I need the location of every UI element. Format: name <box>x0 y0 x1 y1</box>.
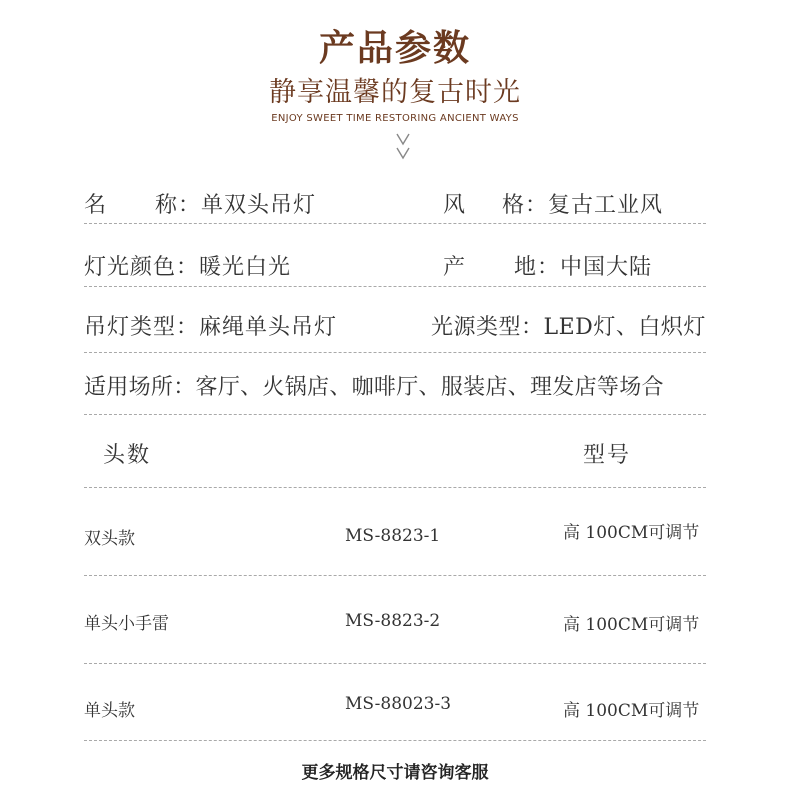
spec-name-value: 单双头吊灯 <box>201 193 317 218</box>
spec-origin <box>443 250 652 281</box>
spec-name-label-b: 称： <box>155 193 202 218</box>
page-subtitle-en: ENJOY SWEET TIME RESTORING ANCIENT WAYS <box>271 113 519 124</box>
table-cell-model: MS-8823-1 <box>345 526 441 546</box>
spec-light-color <box>84 250 291 281</box>
spec-origin-value: 中国大陆 <box>560 255 653 280</box>
spec-name-label-a: 名 <box>84 193 108 218</box>
divider <box>84 223 706 224</box>
spec-light-color-value: 暖光白光 <box>199 255 292 280</box>
spec-source-type <box>431 310 706 341</box>
spec-origin-label-a: 产 <box>443 255 467 280</box>
table-cell-heads: 单头小手雷 <box>84 614 169 634</box>
divider <box>84 414 706 415</box>
page-subtitle: 静享温馨的复古时光 <box>269 77 521 108</box>
spec-origin-label-b: 地： <box>514 255 561 280</box>
spec-style <box>443 188 663 219</box>
divider <box>84 286 706 287</box>
spec-lamp-type-label: 吊灯类型： <box>84 315 200 340</box>
spec-source-type-label: 光源类型： <box>431 315 544 340</box>
spec-usage <box>84 370 664 401</box>
footer-note: 更多规格尺寸请咨询客服 <box>301 763 489 783</box>
spec-lamp-type-value: 麻绳单头吊灯 <box>199 315 338 340</box>
spec-usage-label: 适用场所： <box>84 375 196 400</box>
table-header-heads: 头数 <box>103 443 152 468</box>
table-cell-heads: 单头款 <box>84 701 135 721</box>
divider <box>84 352 706 353</box>
divider <box>84 663 706 664</box>
spec-name <box>84 188 316 219</box>
table-cell-model: MS-88023-3 <box>345 694 452 714</box>
spec-light-color-label: 灯光颜色： <box>84 255 200 280</box>
table-cell-note: 高 100CM可调节 <box>563 701 700 721</box>
spec-lamp-type <box>84 310 337 341</box>
divider <box>84 487 706 488</box>
page-title: 产品参数 <box>318 28 471 69</box>
table-cell-model: MS-8823-2 <box>345 611 441 631</box>
double-chevron-down-icon <box>383 130 423 164</box>
spec-usage-value: 客厅、火锅店、咖啡厅、服装店、理发店等场合 <box>195 375 664 400</box>
divider <box>84 740 706 741</box>
spec-style-value: 复古工业风 <box>548 193 664 218</box>
table-cell-heads: 双头款 <box>84 529 135 549</box>
spec-style-label-b: 格： <box>502 193 549 218</box>
spec-style-label-a: 风 <box>443 193 467 218</box>
table-cell-note: 高 100CM可调节 <box>563 523 700 543</box>
divider <box>84 575 706 576</box>
table-cell-note: 高 100CM可调节 <box>563 615 700 635</box>
spec-source-type-value: LED灯、白炽灯 <box>543 315 706 340</box>
table-header-model: 型号 <box>583 443 632 468</box>
